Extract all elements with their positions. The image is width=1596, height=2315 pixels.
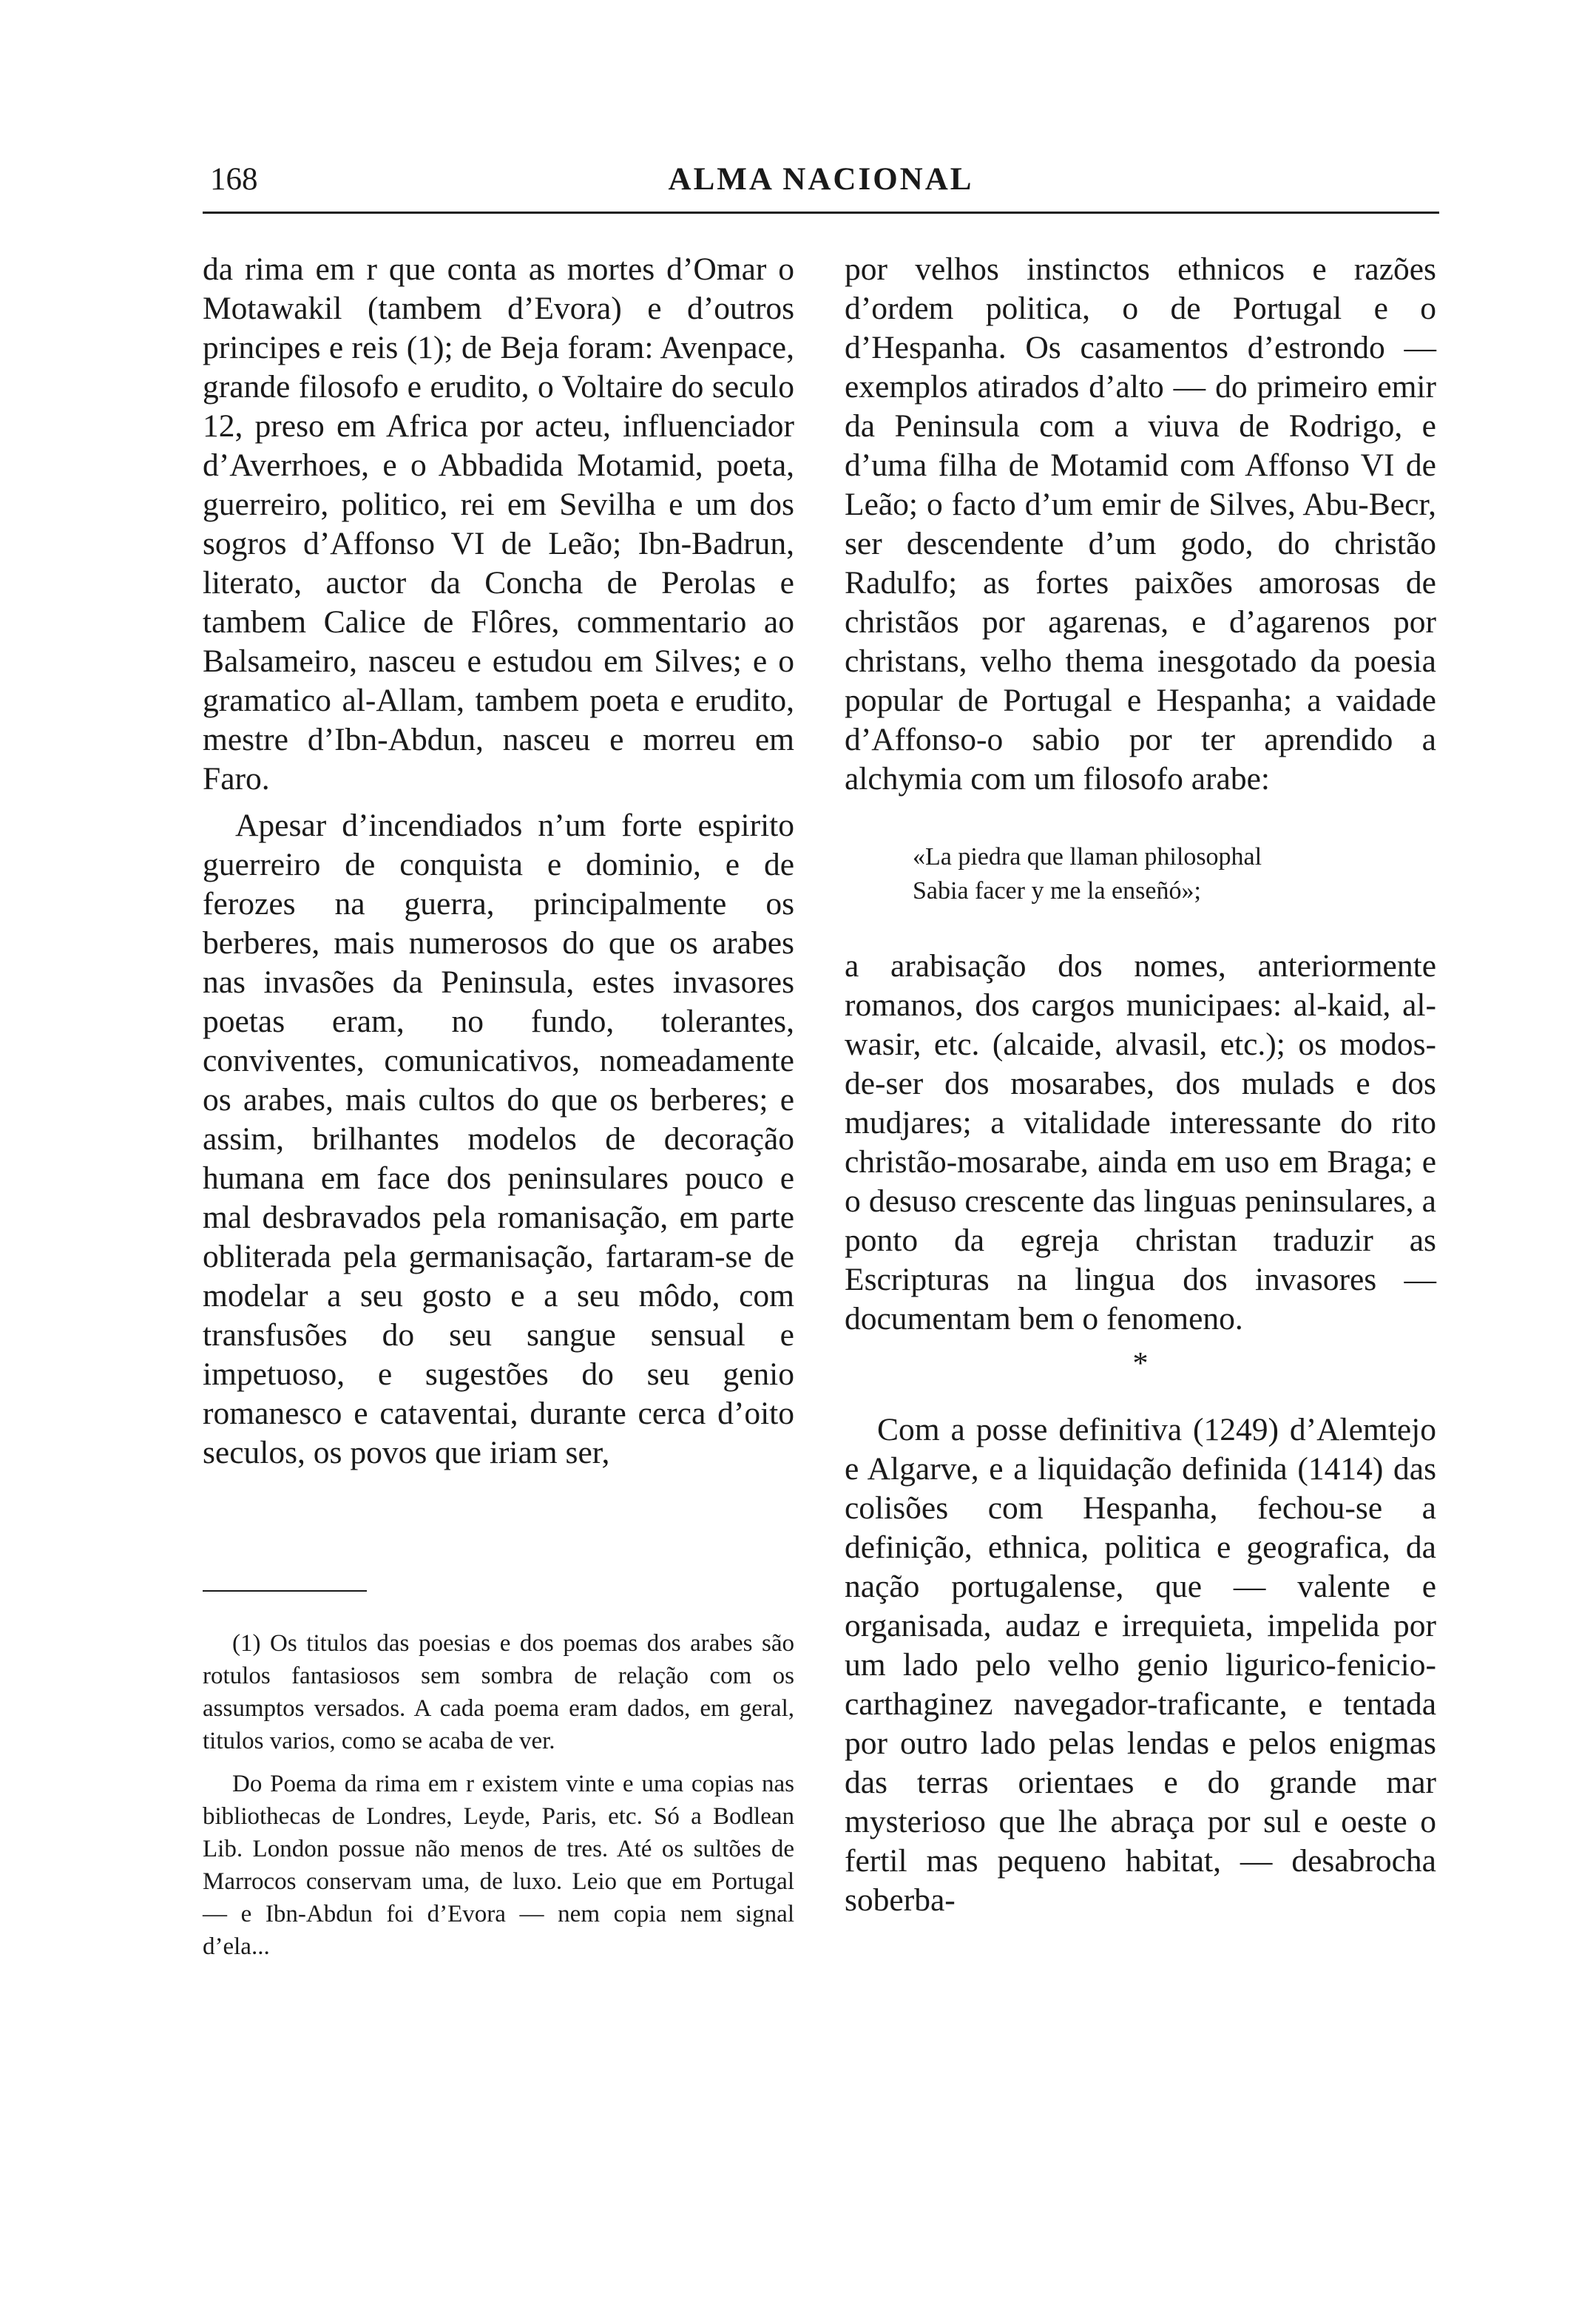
right-column [845,250,1436,1920]
left-column [203,250,794,1473]
footnote-rule [203,1590,367,1592]
verse-quote [913,840,1436,908]
right-paragraph-1: por velhos instinctos ethnicos e razões d’ordem politica, o de Portugal e o d’Hespanha. Os casamentos d’estrondo — exemplos atirados d’alto — do primeiro emir da Peninsula com a viuva de Rodrigo, e d’uma filha de Motamid com Affonso VI de Leão; o facto d’um emir de Silves, Abu-Becr, ser descendente d’um godo, do christão Radulfo; as fortes paixões amorosas de christãos por agarenas, e d’agarenos por christans, velho thema inesgotado da poesia popular de Portugal e Hespanha; a vaidade d’Affonso-o sabio por ter aprendido a alchymia com um filosofo arabe: [845,251,1436,797]
header-rule [203,212,1439,214]
section-separator: * [1132,1347,1149,1381]
footnote-2: Do Poema da rima em r existem vinte e uma copias nas bibliothecas de Londres, Leyde, Paris, etc. Só a Bodlean Lib. London possue não menos de tres. Até os sultões de Marrocos conservam uma, de luxo. Leio que em Portugal — e Ibn-Abdun foi d’Evora — nem copia nem signal d’ela... [203,1771,794,1960]
left-paragraph-2: Apesar d’incendiados n’um forte espirito guerreiro de conquista e dominio, e de ferozes na guerra, principalmente os berberes, mais numerosos do que os arabes nas invasões da Peninsula, estes invasores poetas eram, no fundo, tolerantes, conviventes, comunicativos, nomeadamente os arabes, mais cultos do que os berberes; e assim, brilhantes modelos de decoração humana em face dos peninsulares pouco e mal desbravados pela romanisação, em parte obliterada pela germanisação, fartaram-se de modelar a seu gosto e a seu môdo, com transfusões do seu sangue sensual e impetuoso, e sugestões do seu genio romanesco e cataventai, durante cerca d’oito seculos, os povos que iriam ser, [203,808,794,1470]
quote-line-2: Sabia facer y me la enseñó»; [913,877,1201,905]
right-paragraph-3: Com a posse definitiva (1249) d’Alemtejo e Algarve, e a liquidação definida (1414) das colisões com Hespanha, fechou-se a definição, ethnica, politica e geografica, da nação portugalense, que — valente e organisada, audaz e irrequieta, impelida por um lado pelo velho genio ligurico-fenicio-carthaginez navegador-traficante, e tentada por outro lado pelas lendas e pelos enigmas das terras orientaes e do grande mar mysterioso que lhe abraça por sul e oeste o fertil mas pequeno habitat, — desabrocha soberba- [845,1412,1436,1918]
right-paragraph-2: a arabisação dos nomes, anteriormente romanos, dos cargos municipaes: al-kaid, al-wasir, etc. (alcaide, alvasil, etc.); os modos-de-ser dos mosarabes, dos mulads e dos mudjares; a vitalidade interessante do rito christão-mosarabe, ainda em uso em Braga; e o desuso crescente das linguas peninsulares, a ponto da egreja christan traduzir as Escripturas na lingua dos invasores — documentam bem o fenomeno. [845,948,1436,1336]
running-header [203,161,1439,207]
page-number: 168 [210,162,258,197]
quote-line-1: «La piedra que llaman philosophal [913,843,1262,871]
running-title: ALMA NACIONAL [668,162,974,197]
footnote-1: (1) Os titulos das poesias e dos poemas dos arabes são rotulos fantasiosos sem sombra de relação com os assumptos versados. A cada poema eram dados, em geral, titulos varios, como se acaba de ver. [203,1630,794,1754]
footnotes [203,1627,794,1973]
left-paragraph-1: da rima em r que conta as mortes d’Omar o Motawakil (tambem d’Evora) e d’outros principes e reis (1); de Beja foram: Avenpace, grande filosofo e erudito, o Voltaire do seculo 12, preso em Africa por acteu, influenciador d’Averrhoes, e o Abbadida Motamid, poeta, guerreiro, politico, rei em Sevilha e um dos sogros d’Affonso VI de Leão; Ibn-Badrun, literato, auctor da Concha de Perolas e tambem Calice de Flôres, commentario ao Balsameiro, nasceu e estudou em Silves; e o gramatico al-Allam, tambem poeta e erudito, mestre d’Ibn-Abdun, nasceu e morreu em Faro. [203,251,794,797]
